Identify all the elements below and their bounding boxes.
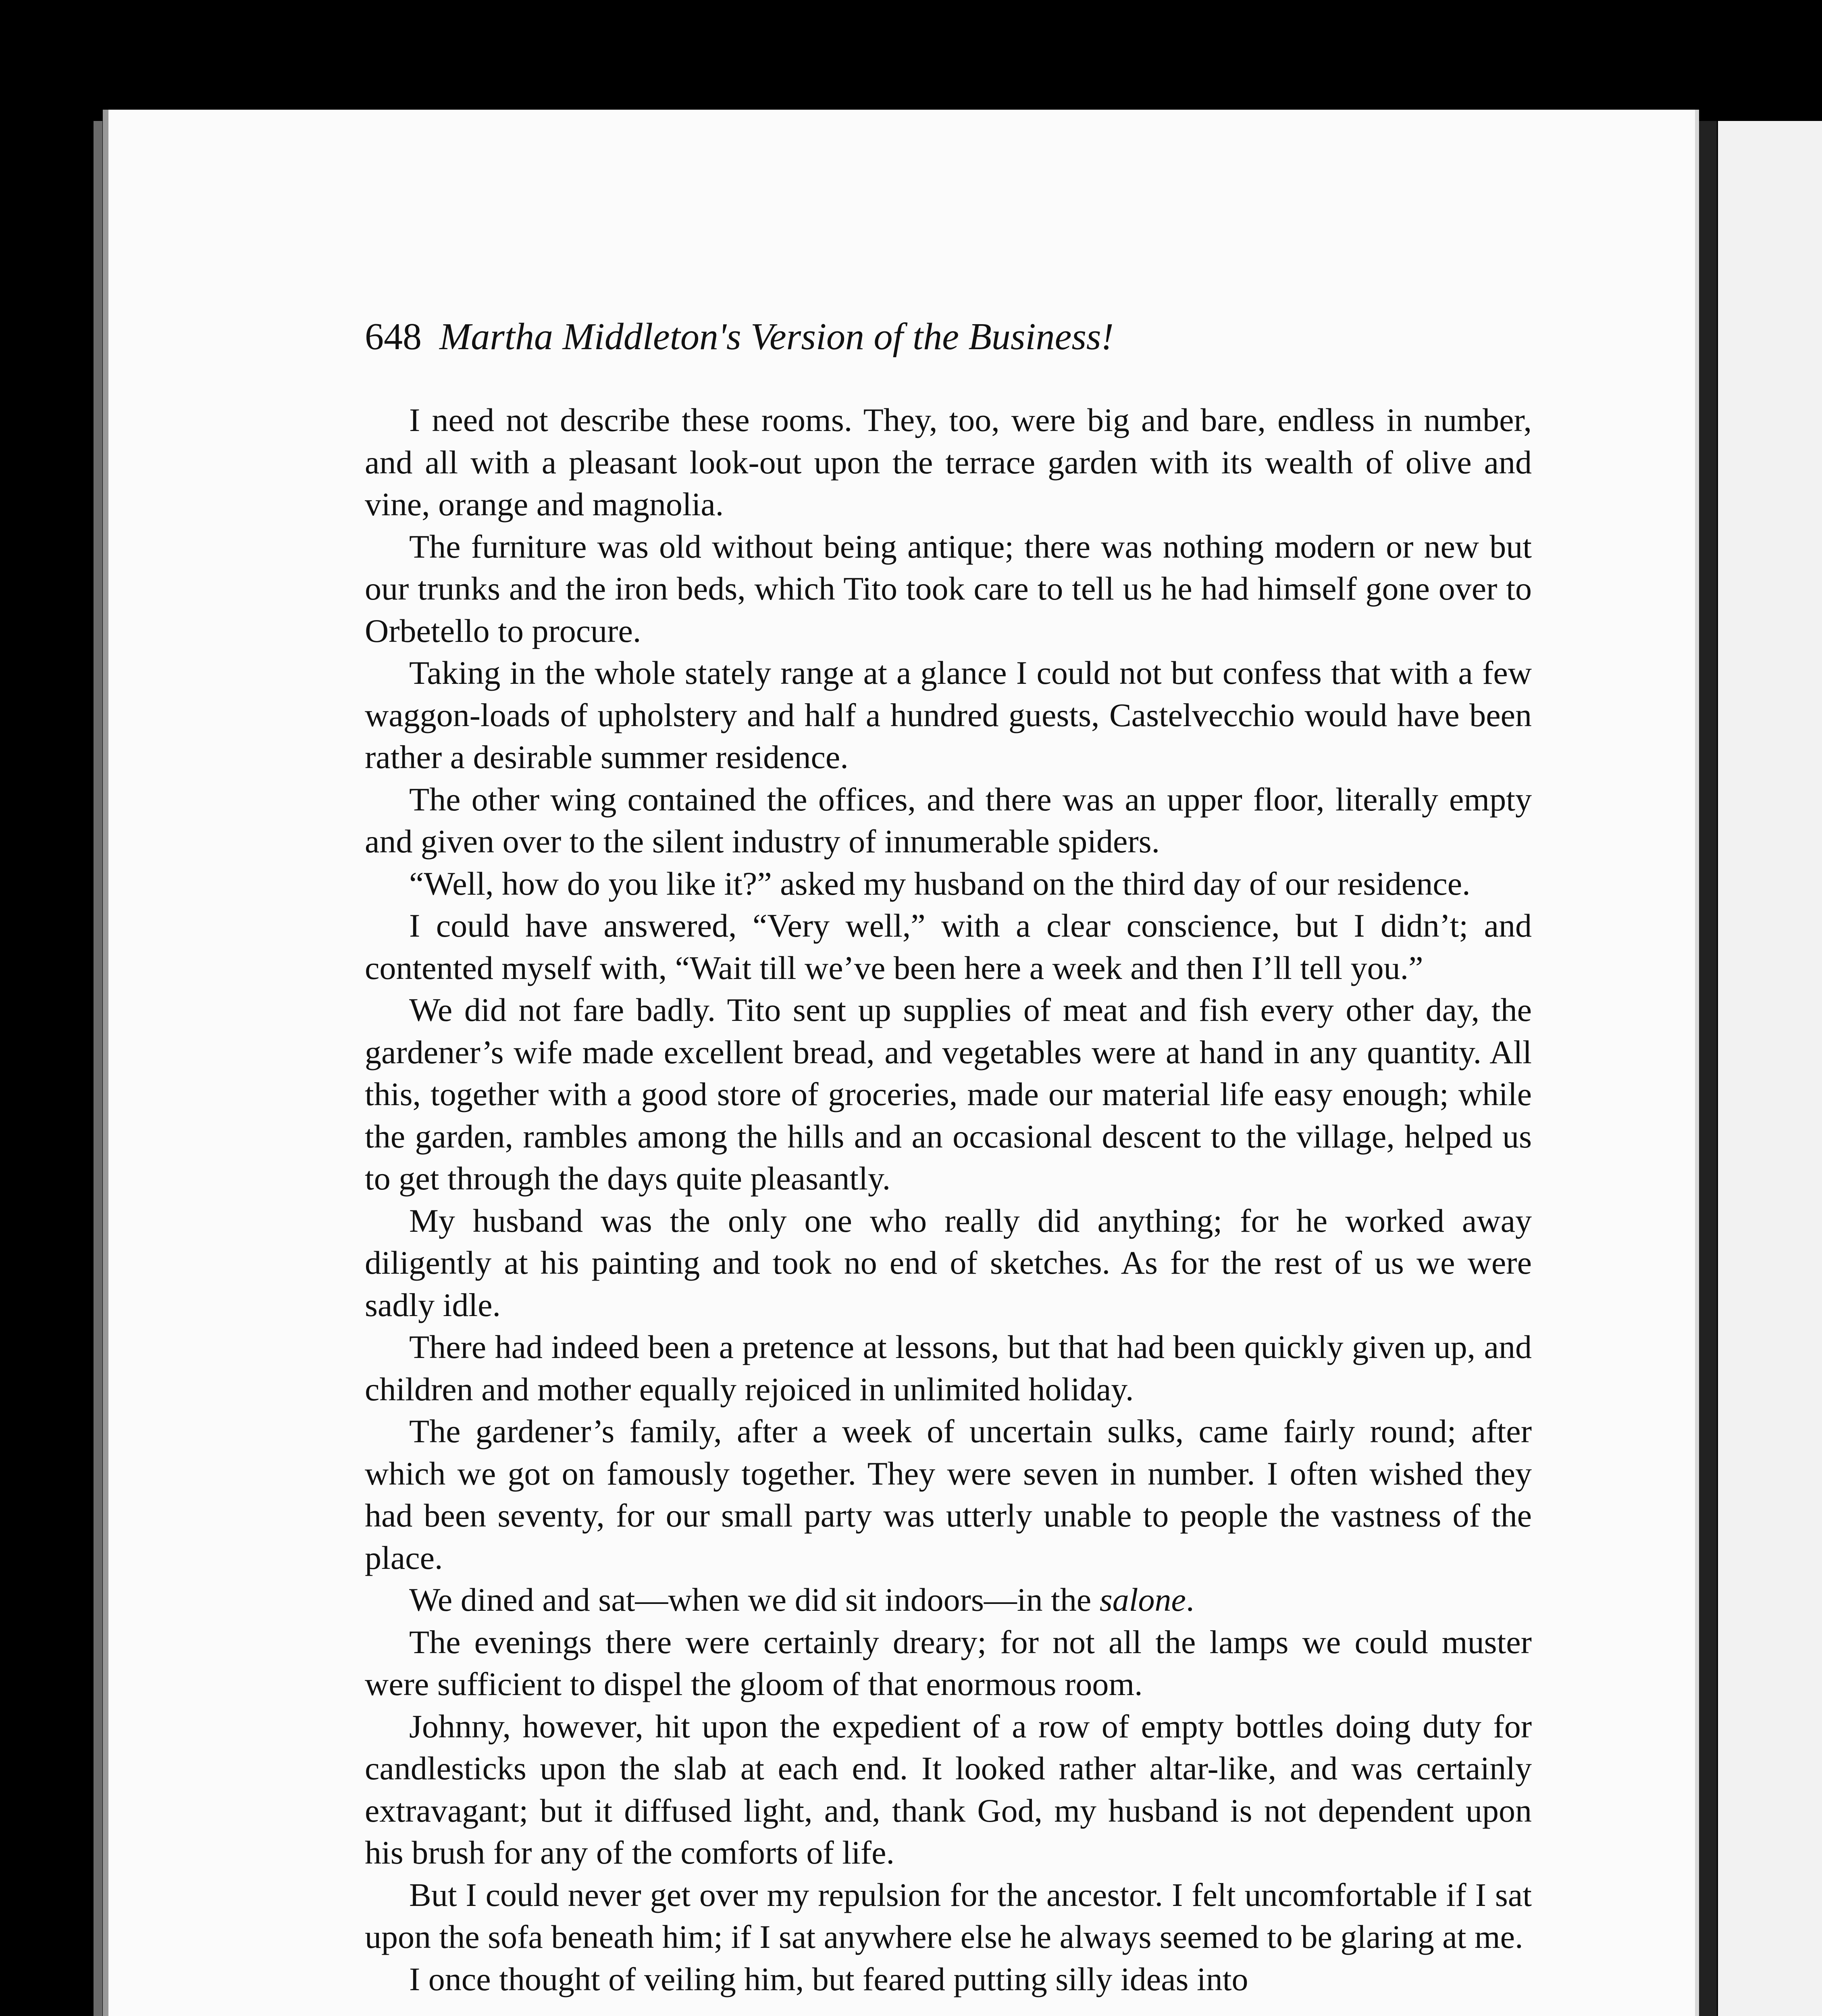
paragraph: There had indeed been a pretence at lessons, but that had been quickly given up, and children and mother equally rejoiced in unlimited holiday. xyxy=(365,1329,1532,1408)
paragraph: I could have answered, “Very well,” with a clear conscience, but I didn’t; and contented myself with, “Wait till we’ve been here a week and then I’ll tell you.” xyxy=(365,907,1532,986)
paragraph: The gardener’s family, after a week of uncertain sulks, came fairly round; after which we got on famously together. They were seven in number. I often wished they had been seventy, for our small party was utterly unable to people the vastness of the place. xyxy=(365,1413,1532,1576)
salone-text-after: . xyxy=(1186,1581,1194,1618)
salone-italic: salone xyxy=(1099,1581,1186,1618)
paragraph: My husband was the only one who really did anything; for he worked away diligently at his painting and took no end of sketches. As for the rest of us we were sadly idle. xyxy=(365,1202,1532,1323)
running-title: Martha Middleton's Version of the Business! xyxy=(439,316,1114,358)
body-text xyxy=(365,399,1532,2000)
paragraph: We did not fare badly. Tito sent up supplies of meat and fish every other day, the gardener’s wife made excellent bread, and vegetables were at hand in any quantity. All this, together with a good store of groceries, made our material life easy enough; while the garden, rambles among the hills and an occasional descent to the village, helped us to get through the days quite pleasantly. xyxy=(365,991,1532,1197)
paragraph: The evenings there were certainly dreary; for not all the lamps we could muster were sufficient to dispel the gloom of that enormous room. xyxy=(365,1623,1532,1702)
paragraph: I need not describe these rooms. They, too, were big and bare, endless in number, and all with a pleasant look-out upon the terrace garden with its wealth of olive and vine, orange and magnolia. xyxy=(365,402,1532,523)
paragraph: “Well, how do you like it?” asked my husband on the third day of our residence. xyxy=(409,865,1470,902)
running-header xyxy=(365,310,1534,363)
page-gutter-shadow xyxy=(1699,121,1717,2016)
salone-text-before: We dined and sat—when we did sit indoors—in the xyxy=(409,1581,1100,1618)
paragraph: Johnny, however, hit upon the expedient of a row of empty bottles doing duty for candlesticks upon the slab at each end. It looked rather altar-like, and was certainly extravagant; but it diffused light, and, thank God, my husband is not dependent upon his brush for any of the comforts of life. xyxy=(365,1708,1532,1871)
paragraph-salone xyxy=(365,1579,1532,1621)
facing-page-edge xyxy=(1718,121,1822,2016)
paragraph: Taking in the whole stately range at a glance I could not but confess that with a few waggon-loads of upholstery and half a hundred guests, Castelvecchio would have been rather a desirable summer residence. xyxy=(365,654,1532,775)
paragraph: The other wing contained the offices, and there was an upper floor, literally empty and given over to the silent industry of innumerable spiders. xyxy=(365,781,1532,860)
paragraph: But I could never get over my repulsion for the ancestor. I felt uncomfortable if I sat upon the sofa beneath him; if I sat anywhere else he always seemed to be glaring at me. xyxy=(365,1876,1532,1955)
page-spine-shadow xyxy=(94,121,102,2016)
paragraph: I once thought of veiling him, but feared putting silly ideas into xyxy=(409,1960,1248,1997)
page-number: 648 xyxy=(365,316,422,358)
paragraph: The furniture was old without being antique; there was nothing modern or new but our trunks and the iron beds, which Tito took care to tell us he had himself gone over to Orbetello to procure. xyxy=(365,528,1532,649)
